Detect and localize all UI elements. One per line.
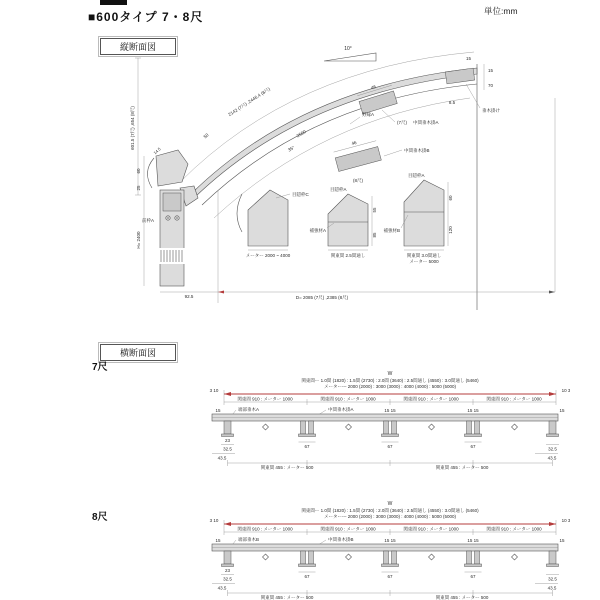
hanger-bolt-3: [429, 424, 435, 430]
mid-rafter-3: [465, 551, 482, 567]
dim-arc-length: 2142 (7尺) ,2446.4 (8尺): [227, 86, 272, 118]
dim-post-height: H= 2400: [136, 231, 141, 249]
dim-32-5-r: 32.5: [548, 446, 557, 452]
rafter: [549, 551, 556, 564]
dim-85: 85: [372, 232, 377, 238]
hanger-bolt-4: [512, 554, 518, 560]
hanger-bolt-1: [263, 554, 269, 560]
dim-15-r: 15: [559, 408, 565, 413]
dim-span-1: 関東間 455 : メーター 500: [260, 465, 314, 470]
dim-edge-left: 3 10: [209, 388, 219, 393]
rafter: [309, 421, 314, 434]
plate: [547, 564, 559, 567]
label-chukan-tarugi-b: 中間垂木掛B: [404, 148, 430, 153]
hanger-bolt-1: [263, 424, 269, 430]
plate: [222, 434, 234, 437]
dim-edge-right: 10 3: [561, 388, 570, 393]
label-end-rafter: 端部垂木A: [238, 407, 260, 412]
hokyo-b-detail: [383, 172, 453, 265]
dim-15-pair-3: 15 15: [467, 408, 479, 413]
label-mekakushi-c: 目隠枠C: [292, 192, 309, 197]
page-title: ■600タイプ 7・8尺: [88, 10, 204, 24]
dim-50: 50: [202, 132, 210, 140]
rafter: [224, 551, 231, 564]
dim-25: 25: [136, 185, 141, 191]
label-hokyo-b: 補強材B: [383, 228, 400, 233]
spec-meter: メーター--- 2000 (2000) : 3000 (3000) : 4000 (4000) : 5000 (5000): [323, 384, 457, 389]
unit-label: 単位:mm: [484, 6, 518, 16]
dim-67-1: 67: [304, 574, 310, 579]
heading-8shaku: 8尺: [92, 512, 108, 523]
dim-67-3: 67: [470, 444, 476, 449]
dim-15-r: 15: [559, 538, 565, 543]
dim-edge-left: 3 10: [209, 518, 219, 523]
dim-arc-angle: 35°: [287, 144, 296, 153]
label-end-rafter: 端部垂木B: [238, 537, 260, 542]
spec-kanto: 関東間ー 1.0間 (1820) : 1.5間 (2730) : 2.0間 (3640) : 2.5間通し (4550) : 3.0間通し (5460): [301, 378, 479, 383]
post-break-hatch: [159, 248, 185, 264]
dim-15-pair-2: 15 15: [384, 408, 396, 413]
mid-rafter-2: [382, 421, 399, 437]
end-rafter-right: [547, 421, 559, 437]
rafter: [475, 551, 480, 564]
front-frame-arc: [147, 158, 154, 188]
page-corner-mark: [100, 0, 127, 5]
dim-15-l: 15: [215, 408, 221, 413]
rafter: [301, 421, 306, 434]
front-frame-profile: [156, 150, 188, 186]
plate: [382, 434, 399, 437]
dim-edge-right: 10 3: [561, 518, 570, 523]
dim-43-5-l: 43.5: [217, 455, 227, 461]
leader-tarugikake: [466, 84, 480, 108]
section-label-longitudinal: 縦断面図: [100, 38, 176, 55]
depth-arrow-l: [218, 291, 224, 294]
mid-rafter-2: [382, 551, 399, 567]
leader-chukan7: [382, 110, 395, 122]
dim-15-top: 15: [466, 56, 472, 61]
rafter: [224, 421, 231, 434]
rafter: [467, 421, 472, 434]
plate: [299, 434, 316, 437]
dim-23: 23: [224, 438, 231, 443]
leader-nobuchi: [350, 117, 360, 124]
dim-segment-4: 関東間 910 : メーター 1000: [486, 396, 542, 402]
dim-92-5: 92.5: [184, 294, 194, 299]
dim-43-5-r: 43.5: [547, 455, 557, 461]
dim-46b: 46: [350, 139, 358, 147]
tarugikake-profile: [445, 68, 474, 84]
dim-depth: D= 2085 (7尺) ,2385 (8尺): [295, 295, 349, 300]
mid-rafter-1: [299, 551, 316, 567]
plate: [299, 564, 316, 567]
dim-segment-1: 関東間 910 : メーター 1000: [237, 396, 293, 402]
dim-height: 601.5 (7尺) ,654 (8尺): [130, 106, 135, 150]
dim-14-5: 14.5: [152, 146, 162, 156]
rafter: [549, 421, 556, 434]
width-arrow-r: [549, 392, 556, 396]
dim-segment-4: 関東間 910 : メーター 1000: [486, 526, 542, 532]
dim-23: 23: [224, 568, 231, 573]
dim-8-5: 8.5: [448, 100, 456, 105]
spec-kanto: 関東間ー 1.0間 (1820) : 1.5間 (2730) : 2.0間 (3640) : 2.5間通し (4550) : 3.0間通し (5460): [301, 508, 479, 513]
dim-60: 60: [136, 168, 141, 174]
mid-rafter-profile-8: [335, 147, 381, 172]
bolt-right-dot: [176, 217, 177, 218]
hanger-bolt-2: [346, 554, 352, 560]
mid-rafter-detail-8: [332, 135, 381, 172]
break-mask: [159, 248, 185, 264]
label-chukan-tarugi-a: 中間垂木掛A: [413, 120, 439, 125]
label-nobuchi-a: 野縁A: [362, 112, 375, 117]
plate: [465, 564, 482, 567]
width-arrow-l: [224, 522, 231, 526]
dim-120: 120: [448, 226, 453, 234]
longitudinal-section-drawing: [122, 40, 567, 336]
hanger-bolt-4: [512, 424, 518, 430]
rafter: [301, 551, 306, 564]
dim-43-5-r: 43.5: [547, 585, 557, 591]
dim-67-3: 67: [470, 574, 476, 579]
note-7shaku: (7尺): [397, 120, 407, 125]
slope-symbol: [324, 46, 376, 61]
end-rafter-left: [222, 551, 234, 567]
dim-w: W: [387, 371, 393, 377]
rafter: [392, 551, 397, 564]
plate: [382, 564, 399, 567]
leader-chukan8: [384, 150, 402, 156]
profile-a: [328, 194, 368, 246]
label-maewaku-a: 前枠A: [141, 218, 154, 223]
bolt-left-dot: [167, 217, 168, 218]
dim-slope: 10°: [344, 46, 352, 52]
rafter: [475, 421, 480, 434]
plate: [222, 564, 234, 567]
dim-55: 55: [372, 207, 377, 213]
dim-70: 70: [488, 83, 494, 88]
label-tarugikake: 垂木掛け: [482, 108, 500, 113]
dim-60b: 60: [448, 195, 453, 201]
dim-span-2: 関東間 455 : メーター 500: [435, 595, 489, 600]
roof-panel-curve: [192, 68, 477, 198]
dim-segment-1: 関東間 910 : メーター 1000: [237, 526, 293, 532]
label-mekakushi-a: 目隠枠A: [330, 187, 347, 192]
span-kanto-2-5: 関東間 2.5間通し: [330, 253, 366, 258]
mekakushi-a-detail: [309, 186, 377, 259]
post-bracket: [163, 193, 181, 211]
dim-32-5-r: 32.5: [548, 576, 557, 582]
label-hokyo-a: 補強材A: [309, 228, 326, 233]
dim-67-1: 67: [304, 444, 310, 449]
width-arrow-r: [549, 522, 556, 526]
tarugikake-detail: [445, 68, 474, 84]
span-meter-2000-4000: メーター 2000 ~ 4000: [245, 253, 291, 258]
plate: [547, 434, 559, 437]
width-arrow-l: [224, 392, 231, 396]
rafter: [467, 551, 472, 564]
label-mekakushi-a2: 目隠枠A: [408, 173, 425, 178]
arc-dim-line: [180, 52, 474, 182]
dim-43-5-l: 43.5: [217, 585, 227, 591]
span-meter-5000: メーター 5000: [409, 259, 439, 264]
dim-32-5-l: 32.5: [223, 576, 232, 582]
label-mid-rafter: 中間垂木掛A: [328, 407, 354, 412]
rafter: [384, 421, 389, 434]
dim-15-right: 15: [488, 68, 494, 73]
profile-c: [248, 190, 288, 246]
spec-meter: メーター--- 2000 (2000) : 3000 (3000) : 4000 (4000) : 5000 (5000): [323, 514, 457, 519]
end-rafter-right: [547, 551, 559, 567]
dim-67-2: 67: [387, 574, 393, 579]
end-rafter-left: [222, 421, 234, 437]
dim-15-pair-3: 15 15: [467, 538, 479, 543]
mid-rafter-3: [465, 421, 482, 437]
dim-segment-3: 関東間 910 : メーター 1000: [403, 396, 459, 402]
dim-span-1: 関東間 455 : メーター 500: [260, 595, 314, 600]
dim-span-2: 関東間 455 : メーター 500: [435, 465, 489, 470]
dim-46: 46: [370, 84, 377, 91]
section-label-cross: 横断面図: [100, 344, 176, 361]
depth-arrow-r: [549, 291, 555, 294]
mid-rafter-1: [299, 421, 316, 437]
note-8shaku: (8尺): [353, 178, 363, 183]
rafter: [384, 551, 389, 564]
span-kanto-3-0: 関東間 3.0間通し: [406, 253, 442, 258]
mekakushi-c-detail: [237, 190, 309, 259]
dim-segment-3: 関東間 910 : メーター 1000: [403, 526, 459, 532]
hanger-bolt-3: [429, 554, 435, 560]
rafter: [309, 551, 314, 564]
dim-w: W: [387, 501, 393, 507]
dim-15-l: 15: [215, 538, 221, 543]
cross-section-7shaku: [150, 368, 570, 494]
dim-67-2: 67: [387, 444, 393, 449]
cross-section-8shaku: [150, 498, 570, 600]
profile-c-arc: [237, 194, 242, 232]
dim-radius: 2500: [295, 129, 307, 139]
dim-segment-2: 関東間 910 : メーター 1000: [320, 526, 376, 532]
heading-7shaku: 7尺: [92, 362, 108, 373]
profile-b: [404, 180, 444, 246]
hanger-bolt-2: [346, 424, 352, 430]
dim-15-pair-2: 15 15: [384, 538, 396, 543]
dim-segment-2: 関東間 910 : メーター 1000: [320, 396, 376, 402]
label-mid-rafter: 中間垂木掛B: [328, 537, 354, 542]
dim-32-5-l: 32.5: [223, 446, 232, 452]
plate: [465, 434, 482, 437]
rafter: [392, 421, 397, 434]
